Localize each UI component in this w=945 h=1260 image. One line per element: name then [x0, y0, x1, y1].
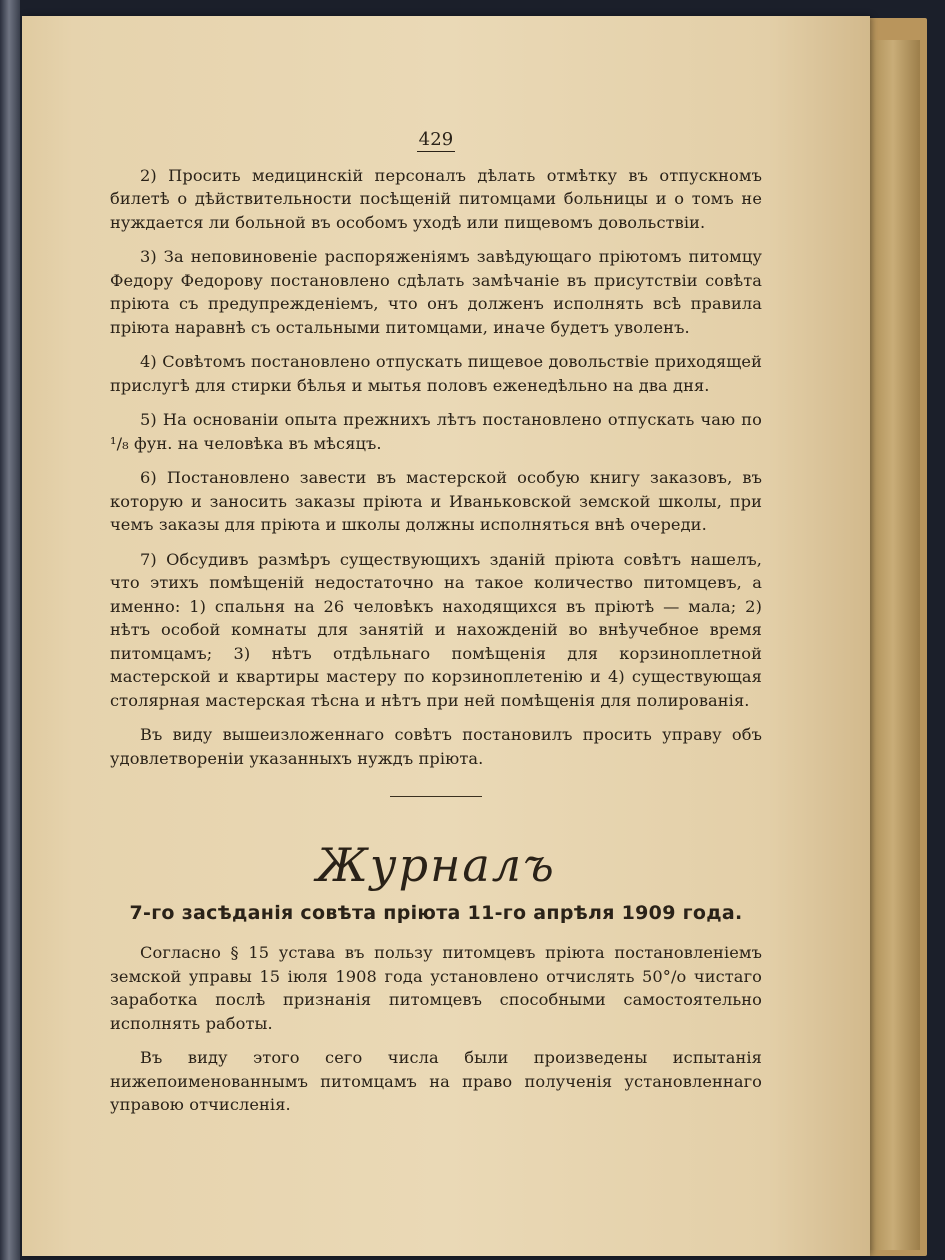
journal-title: Журналъ: [316, 838, 556, 892]
page-number: 429: [418, 129, 454, 150]
paragraph-3: 3) За неповиновеніе распоряженіямъ завѣдующаго пріютомъ питомцу Федору Федорову постановлено сдѣлать замѣчаніе въ присутствіи совѣта пріюта съ предупрежденіемъ, что онъ долженъ исполнять всѣ правила пріюта наравнѣ съ остальными питомцами, иначе будетъ уволенъ.: [110, 247, 762, 337]
paragraph-conclusion: Въ виду вышеизложеннаго совѣтъ постановилъ просить управу объ удовлетвореніи указанныхъ нуждъ пріюта.: [110, 725, 762, 768]
paragraph-2: 2) Просить медицинскій персоналъ дѣлать отмѣтку въ отпускномъ билетѣ о дѣйствительности посѣщеній питомцами больницы и о томъ не нуждается ли больной въ особомъ уходѣ или пищевомъ довольствіи.: [110, 165, 762, 232]
document-page: [22, 16, 870, 1256]
paragraph-7: 7) Обсудивъ размѣръ существующихъ зданій пріюта совѣтъ нашелъ, что этихъ помѣщеній недостаточно на такое количество питомцевъ, а именно: 1) спальня на 26 человѣкъ находящихся въ пріютѣ — мала; 2) нѣтъ особой комнаты для занятій и нахожденій во внѣучебное время питомцамъ; 3) нѣтъ отдѣльнаго помѣщенія для корзиноплетной мастерской и квартиры мастеру по корзиноплетенію и 4) существующая столярная мастерская тѣсна и нѣтъ при ней помѣщенія для полированія.: [110, 549, 762, 710]
section-divider: [390, 796, 482, 797]
page-text: [110, 128, 762, 1128]
paragraph-6: 6) Постановлено завести въ мастерской особую книгу заказовъ, въ которую и заносить заказы пріюта и Иваньковской земской школы, при чемъ заказы для пріюта и школы должны исполняться внѣ очереди.: [110, 468, 762, 534]
journal-paragraph-1: Согласно § 15 устава въ пользу питомцевъ пріюта постановленіемъ земской управы 15 іюля 1908 года установлено отчислять 50°/о чистаго заработка послѣ признанія питомцевъ способными самостоятельно исполнять работы.: [110, 943, 762, 1033]
session-title: 7-го засѣданія совѣта пріюта 11-го апрѣля 1909 года.: [129, 902, 743, 924]
paragraph-5: 5) На основаніи опыта прежнихъ лѣтъ постановлено отпускать чаю по ¹/₈ фун. на человѣка въ мѣсяцъ.: [110, 410, 762, 453]
paragraph-4: 4) Совѣтомъ постановлено отпускать пищевое довольствіе приходящей прислугѣ для стирки бѣлья и мытья половъ еженедѣльно на два дня.: [110, 352, 762, 395]
journal-paragraph-2: Въ виду этого сего числа были произведены испытанія нижепоименованнымъ питомцамъ на право полученія установленнаго управою отчисленія.: [110, 1048, 762, 1114]
book-spine: [0, 0, 20, 1260]
